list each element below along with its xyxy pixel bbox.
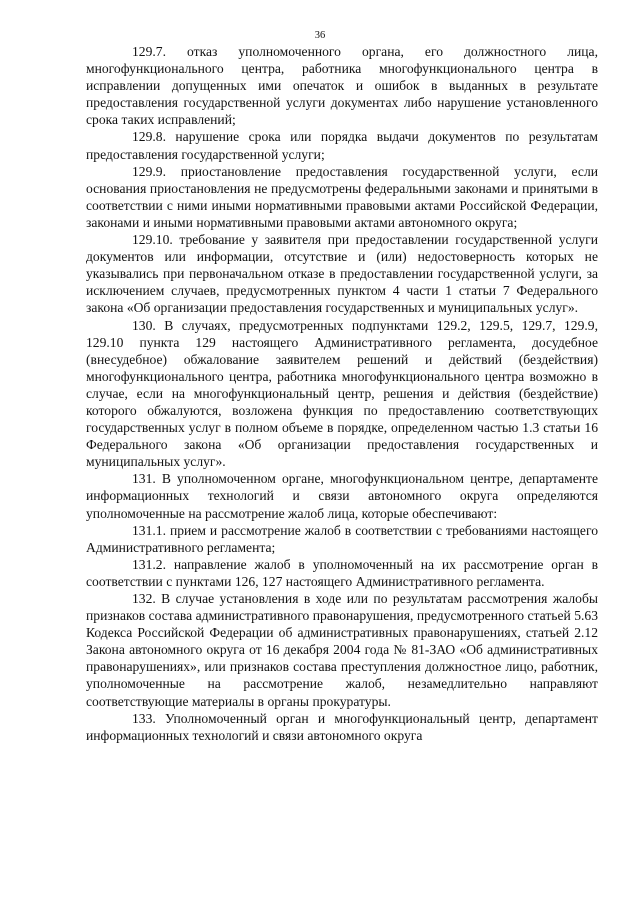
paragraph-129-7: 129.7. отказ уполномоченного органа, его должностного лица, многофункционального центра, работника многофункционального центра в исправлении допущенных ими опечаток и ошибок в выданных в результате предоставления государственной услуги документах либо нарушение установленного срока таких исправлений; [86,44,598,128]
paragraph-133: 133. Уполномоченный орган и многофункциональный центр, департамент информационных технологий и связи автономного округа [86,710,598,743]
paragraph-131-2: 131.2. направление жалоб в уполномоченный на их рассмотрение орган в соответствии с пунктами 126, 127 настоящего Административного регламента. [86,556,598,589]
paragraph-130: 130. В случаях, предусмотренных подпунктами 129.2, 129.5, 129.7, 129.9, 129.10 пункта 129 настоящего Административного регламента, досудебное (внесудебное) обжалование заявителем решений и действий (бездействия) многофункционального центра, работника многофункционального центра возможно в случае, если на многофункциональный центр, решения и действия (бездействие) которого обжалуются, возложена функция по предоставлению соответствующих государственных услуг в полном объеме в порядке, определенном частью 1.3 статьи 16 Федерального закона «Об организации предоставления государственных и муниципальных услуг». [86,317,598,470]
paragraph-131: 131. В уполномоченном органе, многофункциональном центре, департаменте информационных технологий и связи автономного округа определяются уполномоченные на рассмотрение жалоб лица, которые обеспечивают: [86,471,598,521]
document-body [86,43,598,744]
paragraph-132: 132. В случае установления в ходе или по результатам рассмотрения жалобы признаков состава административного правонарушения, предусмотренного статьей 5.63 Кодекса Российской Федерации об административных правонарушениях, статьей 2.12 Закона автономного округа от 16 декабря 2004 года № 81-ЗАО «Об административных правонарушениях», или признаков состава преступления должностное лицо, работник, уполномоченные на рассмотрение жалоб, незамедлительно направляют соответствующие материалы в органы прокуратуры. [86,591,598,709]
page-number: 36 [314,30,326,41]
paragraph-131-1: 131.1. прием и рассмотрение жалоб в соответствии с требованиями настоящего Административного регламента; [86,522,598,555]
paragraph-129-9: 129.9. приостановление предоставления государственной услуги, если основания приостановления не предусмотрены федеральными законами и принятыми в соответствии с ними иными нормативными правовыми актами Российской Федерации, законами и иными нормативными правовыми актами автономного округа; [86,163,598,230]
paragraph-129-8: 129.8. нарушение срока или порядка выдачи документов по результатам предоставления государственной услуги; [86,129,598,162]
paragraph-129-10: 129.10. требование у заявителя при предоставлении государственной услуги документов или информации, отсутствие и (или) недостоверность которых не указывались при первоначальном отказе в предоставлении государственной услуги, за исключением случаев, предусмотренных пунктом 4 части 1 статьи 7 Федерального закона «Об организации предоставления государственных и муниципальных услуг». [86,232,598,316]
